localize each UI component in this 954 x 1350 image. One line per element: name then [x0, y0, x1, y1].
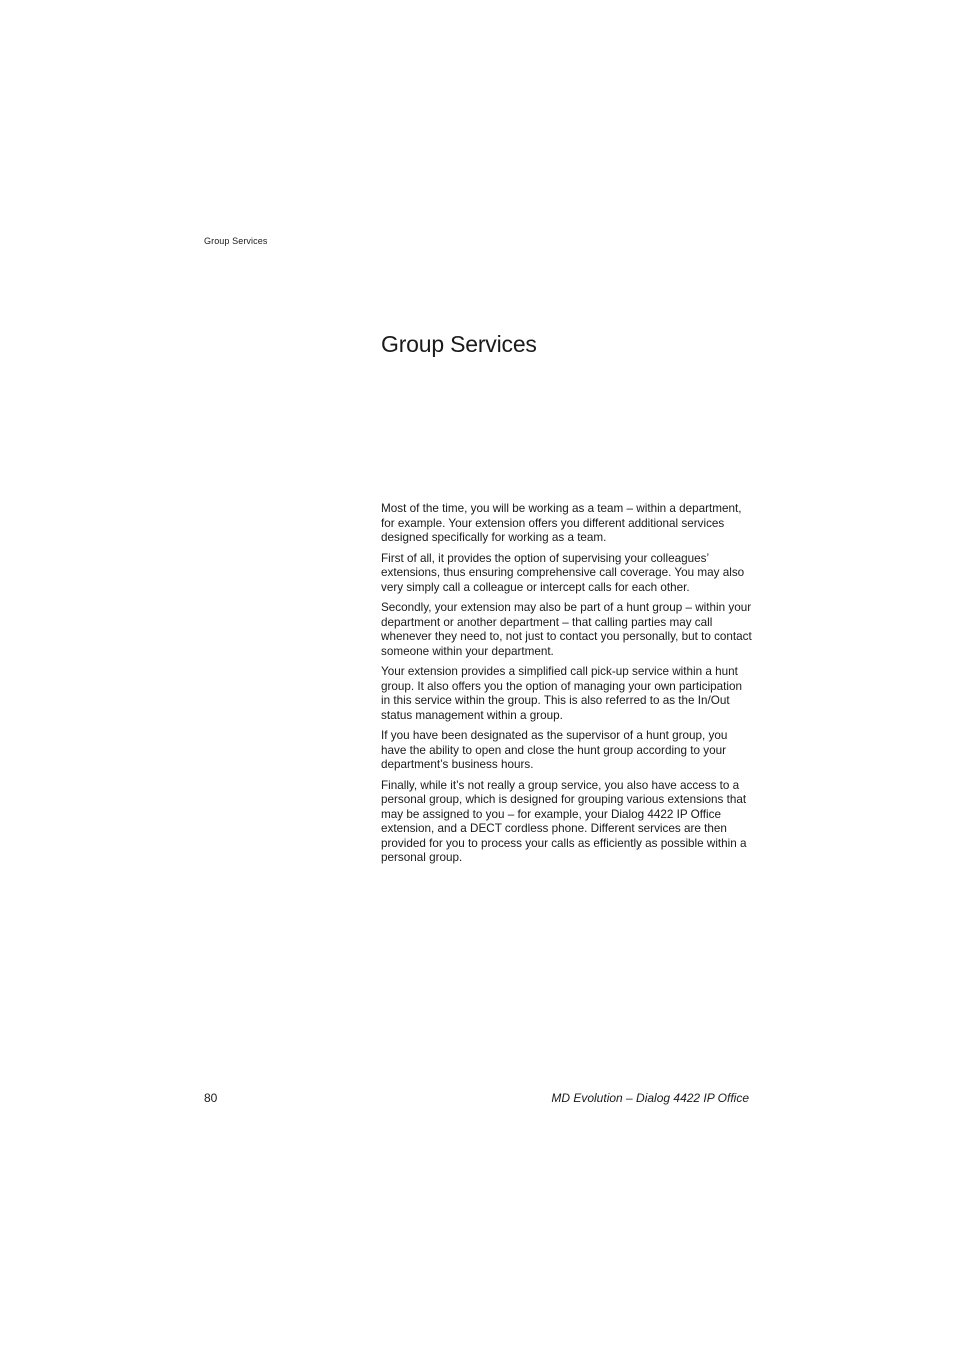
- page-title: Group Services: [381, 331, 537, 357]
- paragraph-supervising: First of all, it provides the option of supervising your colleagues’ extensions, thus ensuring comprehensive call coverage. You may also very simply call a colleague or intercept calls for each other.: [381, 551, 745, 594]
- footer-document-title: MD Evolution – Dialog 4422 IP Office: [551, 1091, 749, 1105]
- paragraph-personal-group: Finally, while it’s not really a group service, you also have access to a personal group, which is designed for grouping various extensions that may be assigned to you – for example, your Dialog 4422 IP Office extension, and a DECT cordless phone. Different services are then provided for you to process your calls as efficiently as possible within a personal group.: [381, 778, 747, 864]
- running-header: Group Services: [204, 236, 268, 246]
- paragraph-supervisor: If you have been designated as the supervisor of a hunt group, you have the ability to open and close the hunt group according to your department’s business hours.: [381, 729, 728, 771]
- paragraph-intro: Most of the time, you will be working as a team – within a department, for example. Your extension offers you different additional services designed specifically for working as a team.: [381, 502, 742, 544]
- body-text: [381, 502, 753, 872]
- page-number: 80: [204, 1091, 218, 1105]
- paragraph-call-pickup: Your extension provides a simplified call pick-up service within a hunt group. It also offers you the option of managing your own participation in this service within the group. This is also referred to as the In/Out status management within a group.: [381, 665, 743, 722]
- paragraph-hunt-group: Secondly, your extension may also be part of a hunt group – within your department or another department – that calling parties may call whenever they need to, not just to contact you personally, but to contact someone within your department.: [381, 601, 752, 658]
